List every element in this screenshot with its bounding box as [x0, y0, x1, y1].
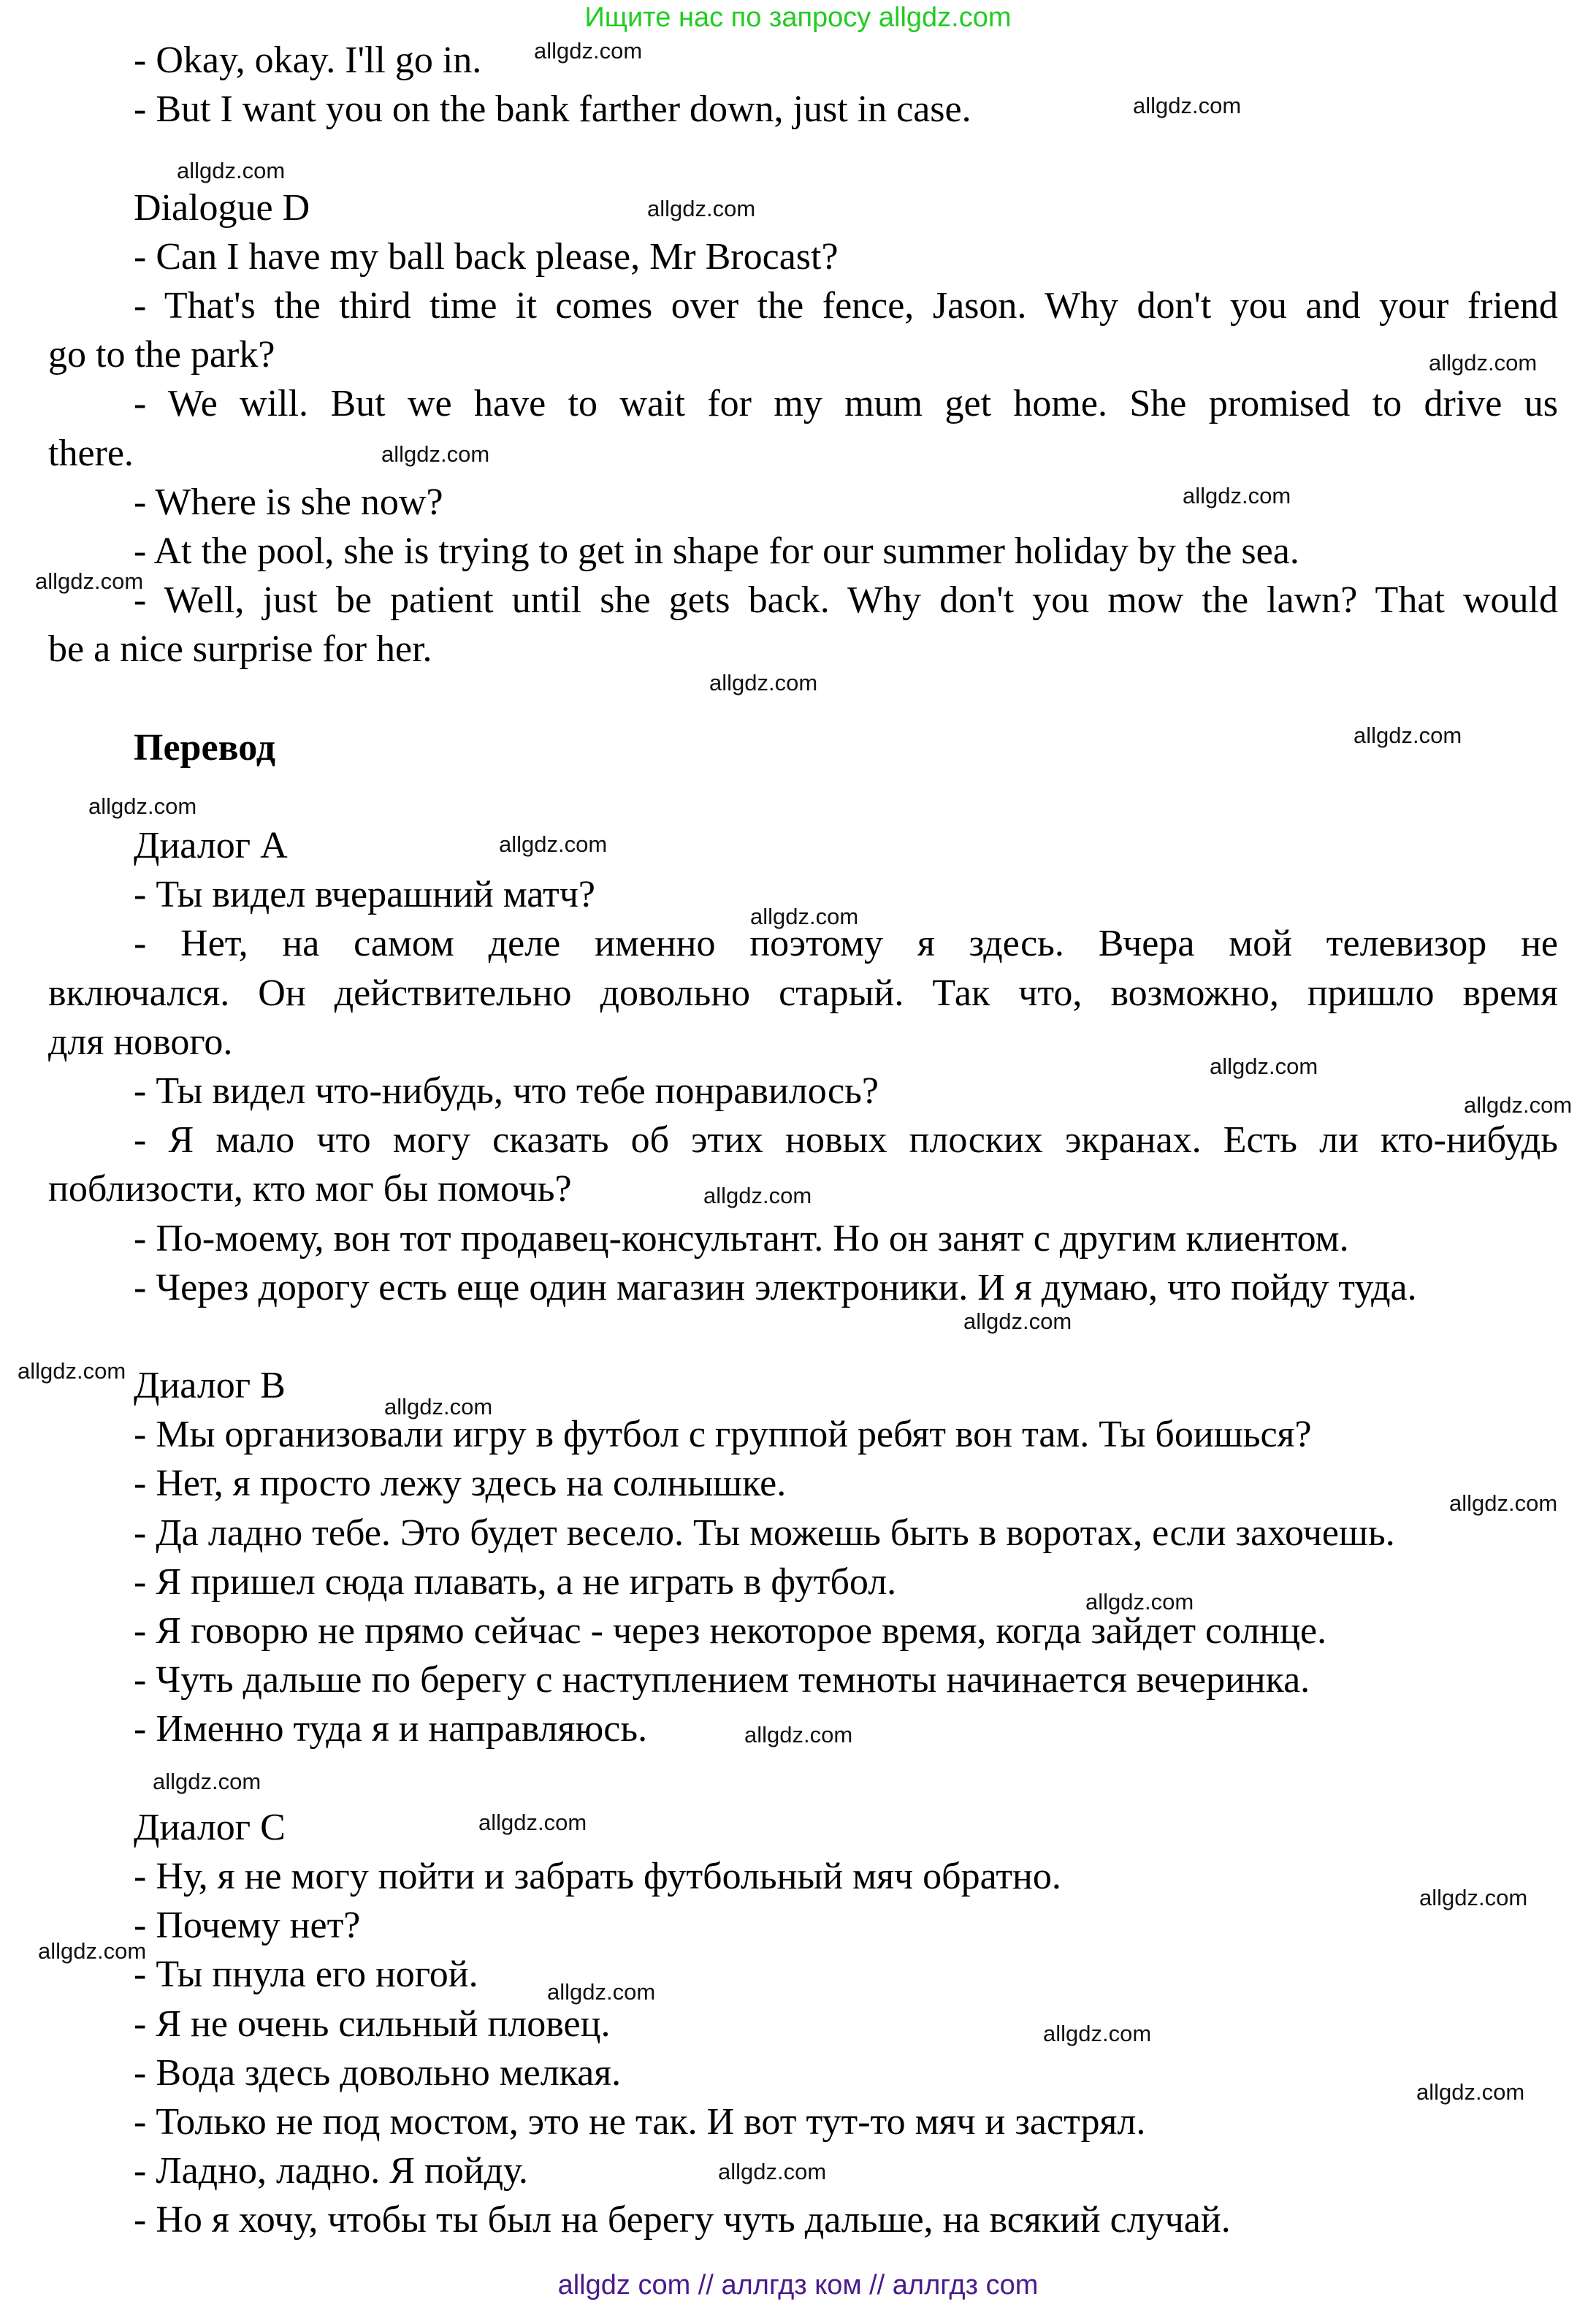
watermark: allgdz.com — [963, 1308, 1072, 1334]
text-line: для нового. — [48, 1021, 233, 1063]
watermark: allgdz.com — [647, 196, 756, 221]
watermark: allgdz.com — [1353, 723, 1462, 748]
dialogue-heading: Диалог С — [134, 1806, 286, 1848]
blank-line — [48, 772, 1558, 821]
watermark: allgdz.com — [88, 793, 197, 819]
dialogue-heading: Диалог А — [134, 825, 288, 866]
text-line: - Через дорогу есть еще один магазин электроники. И я думаю, что пойду туда. — [134, 1266, 1417, 1308]
watermark: allgdz.com — [1133, 93, 1242, 118]
text-line: - Ты видел что-нибудь, что тебе понравилось? — [134, 1070, 879, 1112]
watermark: allgdz.com — [718, 2159, 827, 2184]
text-line: - Я мало что могу сказать об этих новых плоских экранах. Есть ли кто-нибудь — [134, 1119, 1558, 1162]
text-line: - Именно туда я и направляюсь. — [134, 1708, 648, 1750]
blank-line — [48, 1308, 1558, 1361]
watermark: allgdz.com — [703, 1183, 812, 1208]
document-body — [48, 36, 1558, 2244]
text-line: - Я не очень сильный пловец. — [134, 2002, 611, 2045]
dialogue-heading: Dialogue D — [134, 186, 310, 229]
watermark: allgdz.com — [1183, 483, 1291, 508]
watermark: allgdz.com — [18, 1358, 126, 1384]
watermark: allgdz.com — [1429, 350, 1538, 376]
dialogue-heading: Диалог B — [134, 1365, 286, 1407]
text-line: - Мы организовали игру в футбол с группой ребят вон там. Ты боишься? — [134, 1414, 1312, 1456]
watermark: allgdz.com — [1464, 1092, 1573, 1118]
watermark: allgdz.com — [177, 158, 286, 183]
watermark: allgdz.com — [153, 1769, 261, 1794]
watermark: allgdz.com — [750, 904, 859, 929]
text-line: - Where is she now? — [134, 481, 443, 523]
text-line: be a nice surprise for her. — [48, 628, 432, 671]
watermark: allgdz.com — [534, 38, 643, 64]
text-line: - We will. But we have to wait for my mum get home. She promised to drive us — [134, 383, 1558, 425]
text-line: - Ладно, ладно. Я пойду. — [134, 2150, 528, 2192]
text-line: - Только не под мостом, это не так. И вот тут-то мяч и застрял. — [134, 2100, 1146, 2143]
watermark: allgdz.com — [381, 441, 490, 467]
text-line: - Okay, okay. I'll go in. — [134, 39, 482, 81]
section-heading: Перевод — [134, 726, 276, 769]
watermark: allgdz.com — [709, 670, 818, 695]
site-banner: Ищите нас по запросу allgdz.com — [584, 2, 1012, 33]
watermark: allgdz.com — [1449, 1490, 1558, 1516]
watermark: allgdz.com — [744, 1722, 853, 1748]
watermark: allgdz.com — [499, 831, 608, 857]
text-line: go to the park? — [48, 334, 275, 376]
text-line: - At the pool, she is trying to get in shape for our summer holiday by the sea. — [134, 530, 1299, 572]
watermark: allgdz.com — [1085, 1589, 1194, 1615]
text-line: поблизости, кто мог бы помочь? — [48, 1168, 572, 1211]
text-line: - Can I have my ball back please, Mr Brocast? — [134, 235, 839, 278]
watermark: allgdz.com — [384, 1394, 493, 1419]
text-line: - Ты пнула его ногой. — [134, 1954, 478, 1996]
watermark: allgdz.com — [38, 1938, 147, 1964]
text-line: - Ты видел вчерашний матч? — [134, 874, 595, 916]
text-line: - But I want you on the bank farther down, just in case. — [134, 88, 971, 131]
blank-line — [48, 1754, 1558, 1803]
text-line: - Но я хочу, чтобы ты был на берегу чуть дальше, на всякий случай. — [134, 2199, 1231, 2241]
text-line: - По-моему, вон тот продавец-консультант. Но он занят с другим клиентом. — [134, 1217, 1349, 1259]
text-line: - Я пришел сюда плавать, а не играть в футбол. — [134, 1560, 897, 1603]
watermark: allgdz.com — [478, 1810, 587, 1835]
text-line: - Нет, на самом деле именно поэтому я здесь. Вчера мой телевизор не — [134, 923, 1558, 965]
text-line: включался. Он действительно довольно старый. Так что, возможно, пришло время — [48, 972, 1558, 1014]
watermark: allgdz.com — [35, 568, 144, 594]
text-line: - Well, just be patient until she gets back. Why don't you mow the lawn? That would — [134, 579, 1558, 622]
watermark: allgdz.com — [1416, 2079, 1525, 2105]
text-line: - Вода здесь довольно мелкая. — [134, 2051, 622, 2094]
watermark: allgdz.com — [547, 1979, 656, 2005]
watermark: allgdz.com — [1043, 2021, 1152, 2046]
text-line: - Да ладно тебе. Это будет весело. Ты можешь быть в воротах, если захочешь. — [134, 1512, 1395, 1554]
text-line: - Нет, я просто лежу здесь на солнышке. — [134, 1463, 787, 1505]
text-line: - That's the third time it comes over the fence, Jason. Why don't you and your friend — [134, 284, 1558, 327]
watermark: allgdz.com — [1419, 1885, 1528, 1910]
text-line: - Я говорю не прямо сейчас - через некоторое время, когда зайдет солнце. — [134, 1610, 1327, 1652]
watermark: allgdz.com — [1210, 1053, 1318, 1079]
text-line: - Чуть дальше по берегу с наступлением темноты начинается вечеринка. — [134, 1659, 1310, 1701]
text-line: - Ну, я не могу пойти и забрать футбольный мяч обратно. — [134, 1855, 1061, 1897]
text-line: there. — [48, 432, 134, 474]
site-footer: allgdz com // аллгдз ком // аллгдз com — [557, 2270, 1039, 2301]
text-line: - Почему нет? — [134, 1905, 361, 1947]
